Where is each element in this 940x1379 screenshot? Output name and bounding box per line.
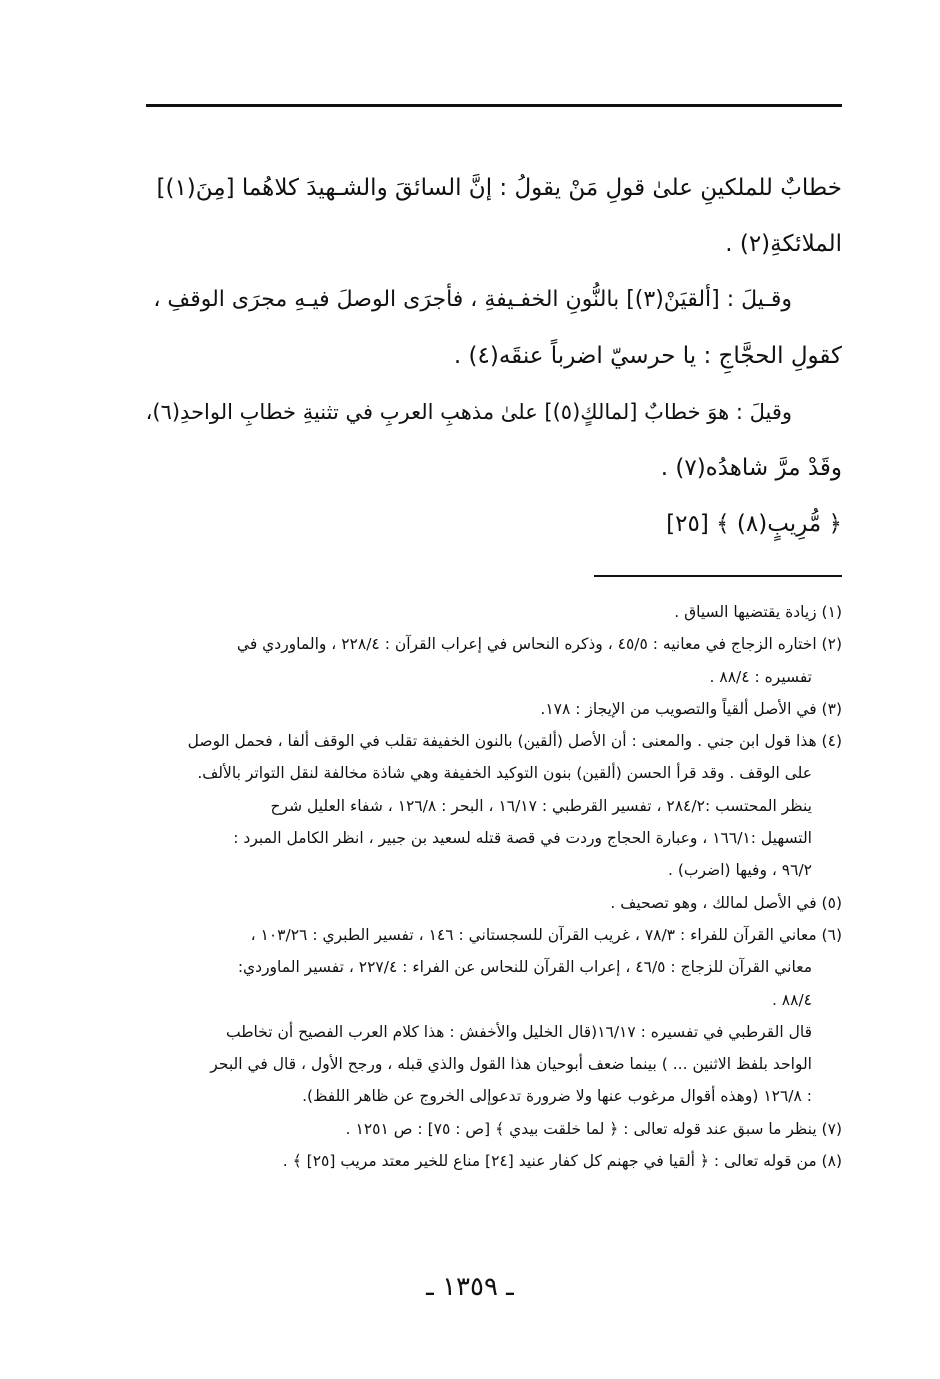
footnote-4-cont-1: على الوقف . وقد قرأ الحسن (ألقين) بنون التوكيد الخفيفة وهي شاذة مخالفة لنقل التواتر بالألف. xyxy=(197,764,812,783)
paragraph-2-line-1: وقـيلَ : [ألقيَنْ(٣)] بالنُّونِ الخفـيفةِ ، فأجرَى الوصلَ فيـهِ مجرَى الوقفِ ، xyxy=(153,287,792,312)
footnote-6-cont-2: ٨٨/٤ . xyxy=(771,990,812,1009)
footnote-6-cont-1: معاني القرآن للزجاج : ٤٦/٥ ، إعراب القرآن للنحاس عن الفراء : ٢٢٧/٤ ، تفسير الماوردي: xyxy=(237,958,812,977)
footnote-6: (٦) معاني القرآن للفراء : ٧٨/٣ ، غريب القرآن للسجستاني : ١٤٦ ، تفسير الطبري : ١٠٣/٢٦ ، xyxy=(250,925,842,944)
footnote-4-cont-4: ٩٦/٢ ، وفيها (اضرب) . xyxy=(668,861,812,880)
paragraph-2-line-2: كقولِ الحجَّاجِ : يا حرسيّ اضرباً عنقَه(٤) . xyxy=(453,343,842,369)
paragraph-1-line-2: الملائكةِ(٢) . xyxy=(725,231,842,257)
footnote-7: (٧) ينظر ما سبق عند قوله تعالى : ﴿ لما خلقت بيدي ﴾ [ص : ٧٥] : ص ١٢٥١ . xyxy=(345,1119,842,1138)
footnote-4-cont-2: ينظر المحتسب :٢٨٤/٢ ، تفسير القرطبي : ١٦/١٧ ، البحر : ١٢٦/٨ ، شفاء العليل شرح xyxy=(270,796,812,815)
footnote-separator xyxy=(594,575,842,577)
paragraph-3-line-1: وقيلَ : هوَ خطابٌ [لمالكٍ(٥)] علىٰ مذهبِ العربِ في تثنيةِ خطابِ الواحدِ(٦)، xyxy=(145,400,792,424)
footnote-6-cont-4: الواحد بلفظ الاثنين ... ) بينما ضعف أبوحيان هذا القول والذي قبله ، ورجح الأول ، قال في البحر xyxy=(210,1055,812,1074)
page-number: ـ ١٣٥٩ ـ xyxy=(426,1272,514,1302)
footnote-1: (١) زيادة يقتضيها السياق . xyxy=(674,603,842,621)
footnote-6-cont-3: قال القرطبي في تفسيره : ١٦/١٧(قال الخليل والأخفش : هذا كلام العرب الفصيح أن تخاطب xyxy=(226,1022,812,1041)
header-rule xyxy=(146,104,842,107)
footnote-2-cont: تفسيره : ٨٨/٤ . xyxy=(709,667,812,686)
paragraph-1-line-1: خطابٌ للملكينِ علىٰ قولِ مَنْ يقولُ : إنَّ السائقَ والشـهيدَ كلاهُما [مِنَ(١)] xyxy=(156,175,842,201)
footnote-3: (٣) في الأصل ألقياً والتصويب من الإيجاز : ١٧٨. xyxy=(540,699,842,718)
main-text xyxy=(140,160,842,552)
footnote-2: (٢) اختاره الزجاج في معانيه : ٤٥/٥ ، وذكره النحاس في إعراب القرآن : ٢٢٨/٤ ، والماوردي في xyxy=(236,635,842,654)
footnotes xyxy=(140,596,842,1177)
paragraph-3-line-2: وقَدْ مرَّ شاهدُه(٧) . xyxy=(660,455,842,481)
footnote-8: (٨) من قوله تعالى : ﴿ ألقيا في جهنم كل كفار عنيد [٢٤] مناع للخير معتد مريب [٢٥] ﴾ . xyxy=(282,1152,842,1171)
quran-verse: ﴿ مُّرِيبٍ(٨) ﴾ [٢٥] xyxy=(666,511,842,537)
footnote-4: (٤) هذا قول ابن جني . والمعنى : أن الأصل (ألقين) بالنون الخفيفة تقلب في الوقف ألفا ، فحمل الوصل xyxy=(187,732,842,751)
footnote-5: (٥) في الأصل لمالك ، وهو تصحيف . xyxy=(610,893,842,912)
footnote-4-cont-3: التسهيل :١٦٦/١ ، وعبارة الحجاج وردت في قصة قتله لسعيد بن جبير ، انظر الكامل المبرد : xyxy=(233,829,812,848)
footnote-6-cont-5: : ١٢٦/٨ (وهذه أقوال مرغوب عنها ولا ضرورة تدعوإلى الخروج عن ظاهر اللفظ). xyxy=(302,1087,812,1106)
